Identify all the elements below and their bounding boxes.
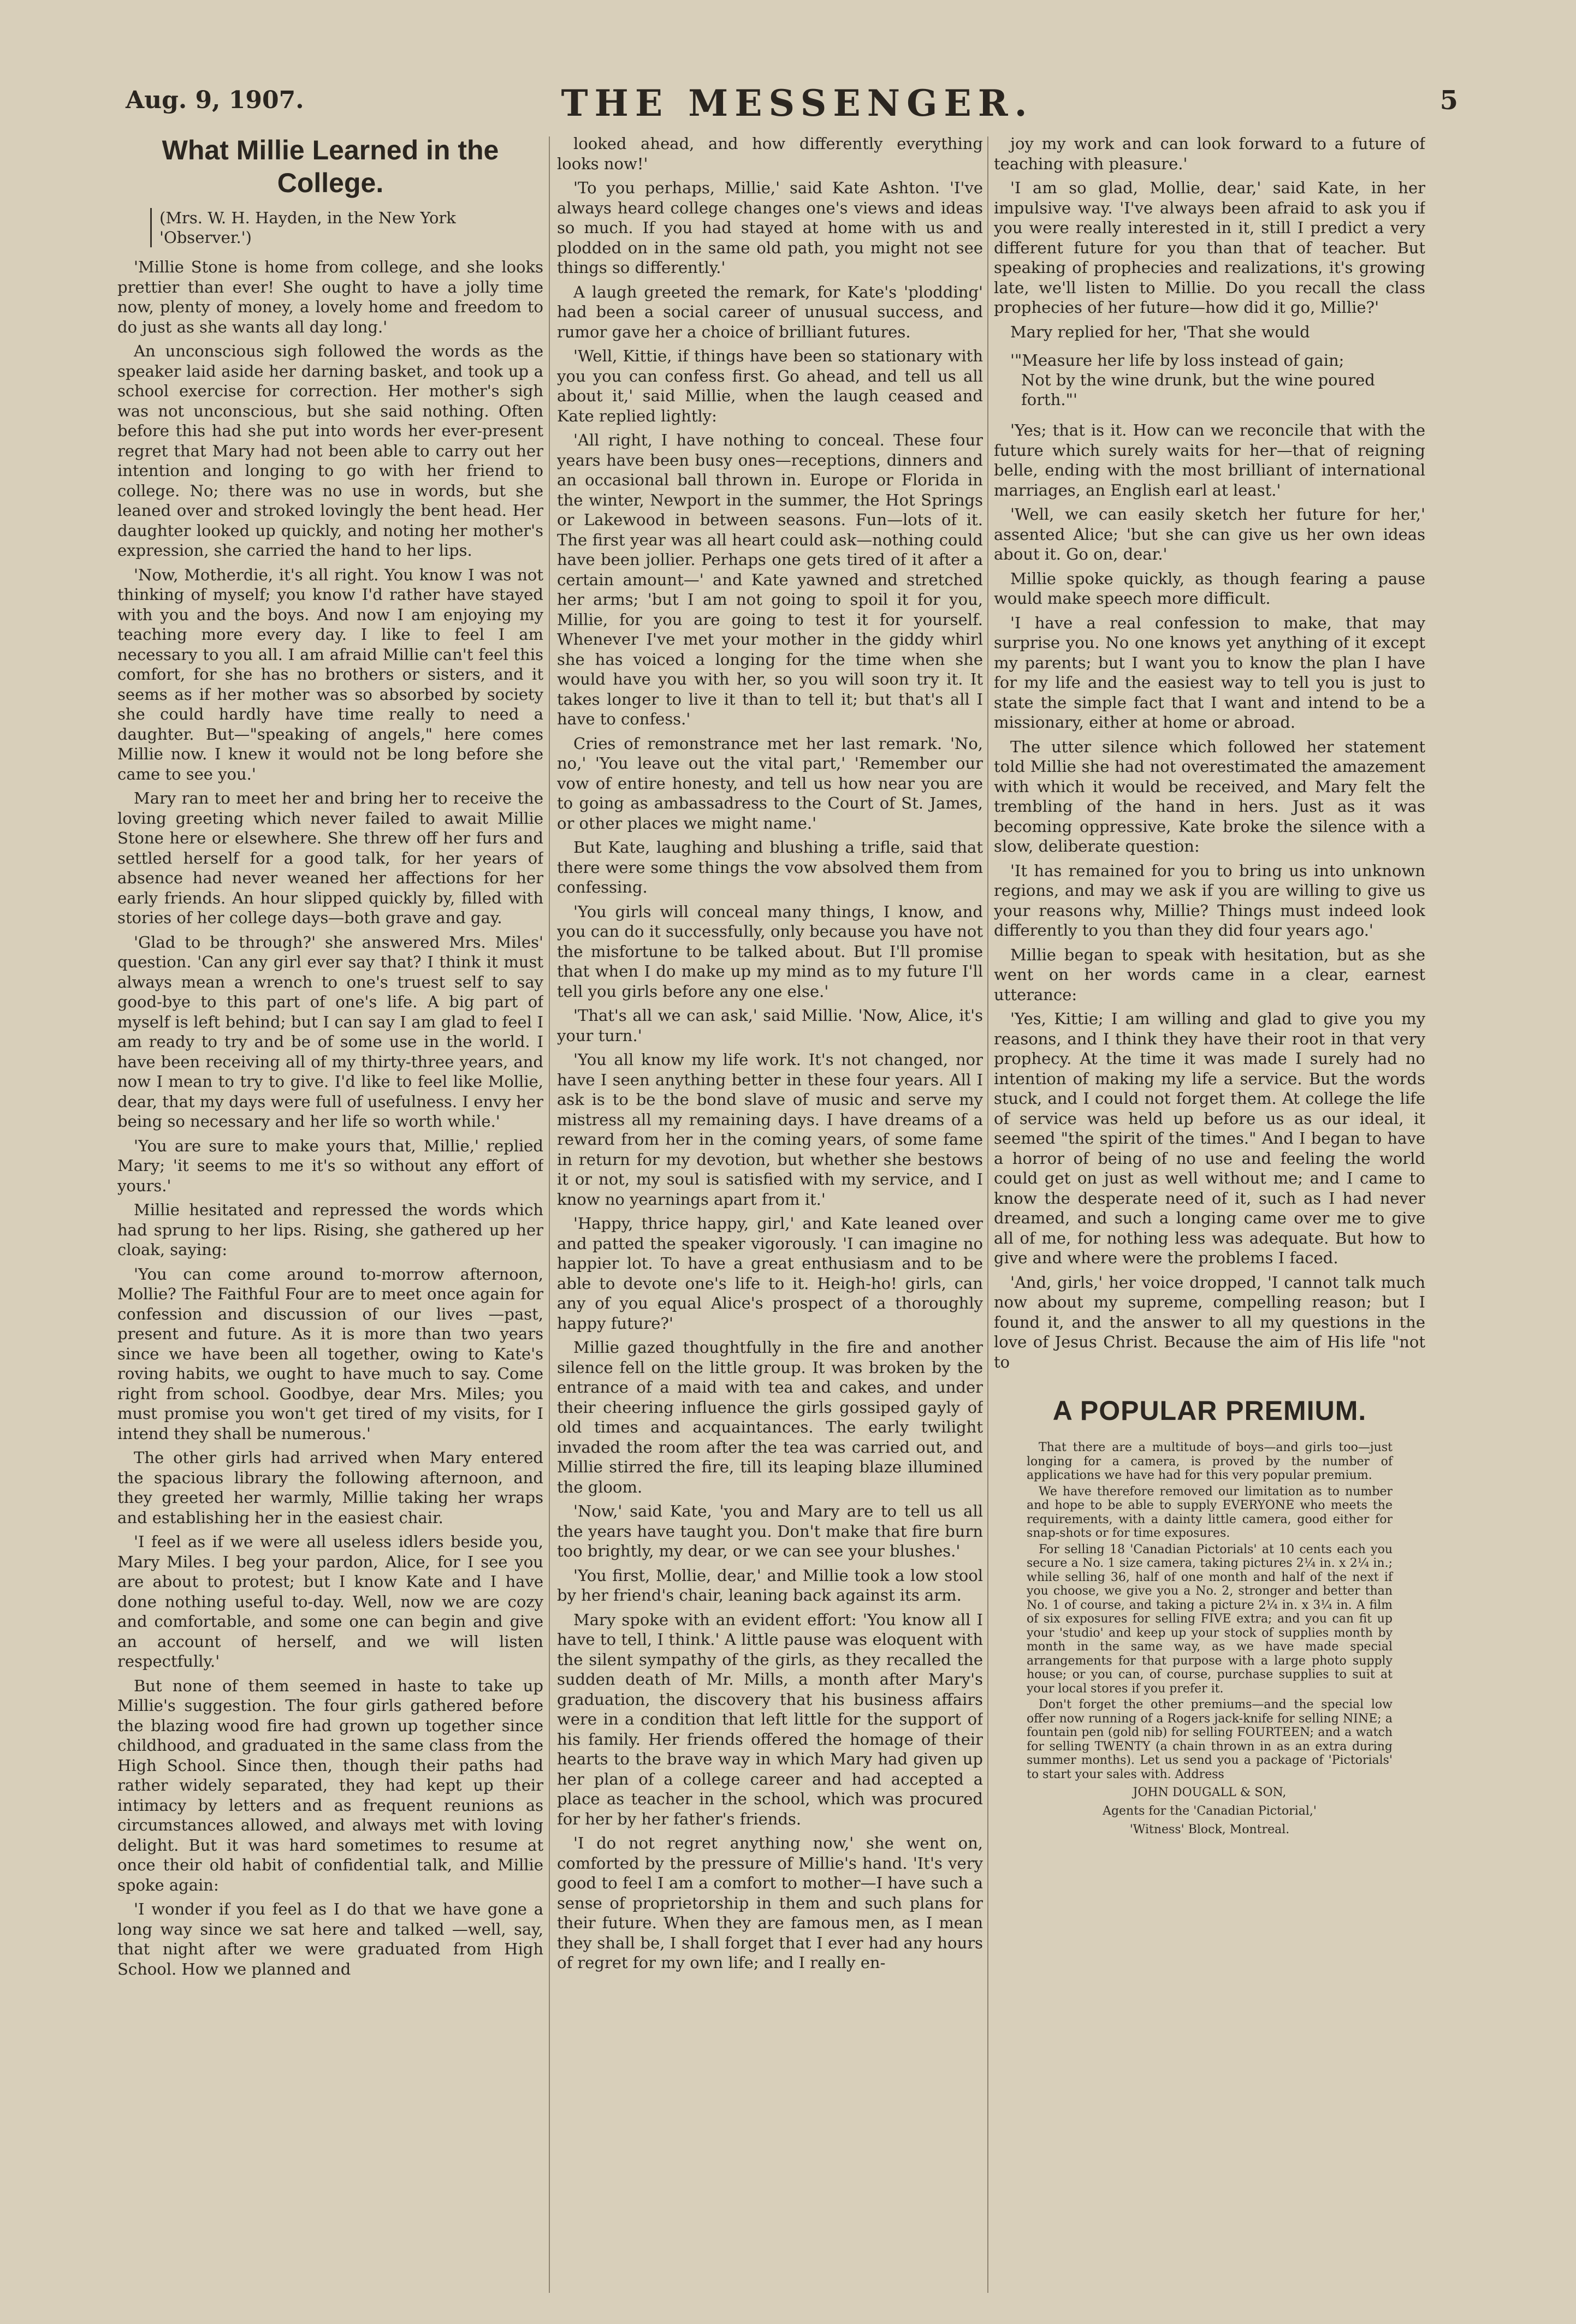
paragraph: 'Happy, thrice happy, girl,' and Kate leaned over and patted the speaker vigorously. 'I can imagine no happier lot. To have a great enthusiasm and to be able to devote one's life to it. Heigh-ho! girls, can any of you equal Alice's prospect of a thoroughly happy future?' [557,1214,983,1333]
paragraph: The utter silence which followed her statement told Millie she had not overestimated the amazement with which it would be received, and Mary felt the trembling of the hand in hers. Just as it was becoming oppressive, Kate broke the silence with a slow, deliberate question: [994,737,1425,855]
advertiser-address: 'Witness' Block, Montreal. [1129,1823,1290,1836]
page-number: 5 [1439,85,1458,116]
paragraph: looked ahead, and how differently everything looks now!' [557,134,983,173]
article-title: What Millie Learned in the College. [162,135,499,198]
paragraph: A laugh greeted the remark, for Kate's 'plodding' had been a social career of unusual success, and rumor gave her a choice of brilliant futures. [557,282,983,341]
paragraph: 'To you perhaps, Millie,' said Kate Ashton. 'I've always heard college changes one's views and ideas so much. If you had stayed at home with us and plodded on in the same old path, you might not see things so differently.' [557,179,983,277]
paragraph: 'Well, Kittie, if things have been so stationary with you you can confess first. Go ahead, and tell us all about it,' said Millie, when the laugh ceased and Kate replied lightly: [557,347,983,425]
paragraph: 'It has remained for you to bring us into unknown regions, and may we ask if you are willing to give us your reasons why, Millie? Things must indeed look differently to you than they did four years ago.' [994,861,1425,940]
page-header [126,82,1469,126]
column-rule [549,136,550,2293]
masthead-title: THE MESSENGER. [561,82,1034,124]
prophecy-verse [1010,350,1425,409]
paragraph: Mary spoke with an evident effort: 'You know all I have to tell, I think.' A little pause was eloquent with the silent sympathy of the girls, as they recalled the sudden death of Mr. Mills, a month after Mary's graduation, the discovery that his business affairs were in a condition that left little for the support of his family. Her friends offered the homage of their hearts to the brave way in which Mary had given up her plan of a college career and had accepted a place as teacher in the school, which was procured for her by her father's friends. [557,1610,983,1828]
paragraph: But Kate, laughing and blushing a trifle, said that there were some things the vow absolved them from confessing. [557,838,983,896]
paragraph: 'Millie Stone is home from college, and she looks prettier than ever! She ought to have a jolly time now, plenty of money, a lovely home and freedom to do just as she wants all day long.' [117,258,543,336]
paragraph: 'Yes; that is it. How can we reconcile that with the future which surely waits for her—that of reigning belle, ending with the most brilliant of international marriages, an English earl at least.' [994,421,1425,500]
paragraph: 'And, girls,' her voice dropped, 'I cannot talk much now about my supreme, compelling reason; but I found it, and the answer to all my questions in the love of Jesus Christ. Because the aim of His life "not to [994,1273,1425,1371]
column-3-text-continued [994,420,1425,1372]
premium-advertisement [994,1394,1425,1837]
paragraph: We have therefore removed our limitation as to number and hope to be able to supply EVERYONE who meets the requirements, with a dainty little camera, good either for snap-shots or for time exposures. [1027,1484,1393,1540]
paragraph: Millie hesitated and repressed the words which had sprung to her lips. Rising, she gathered up her cloak, saying: [117,1200,543,1259]
paragraph: 'Glad to be through?' she answered Mrs. Miles' question. 'Can any girl ever say that? I think it must always mean a wrench to one's truest self to say good-bye to this part of one's life. A big part of myself is left behind; but I can say I am glad to feel I am ready to try and be of some use in the world. I have been receiving all of my thirty-three years, and now I mean to try to give. I'd like to feel like Mollie, dear, that my days were full of usefulness. I envy her being so necessary and her life so worth while.' [117,932,543,1131]
paragraph: 'I do not regret anything now,' she went on, comforted by the pressure of Millie's hand. 'It's very good to feel I am a comfort to mother—I have such a sense of proprietorship in them and such plans for their future. When they are famous men, as I mean they shall be, I shall forget that I ever had any hours of regret for my own life; and I really en- [557,1834,983,1972]
paragraph: 'I wonder if you feel as I do that we have gone a long way since we sat here and talked —well, say, that night after we were graduated from High School. How we planned and [117,1900,543,1978]
paragraph: Mary replied for her, 'That she would [1010,322,1310,341]
premium-title: A POPULAR PREMIUM. [1052,1395,1367,1426]
column-2-text [557,134,983,1973]
paragraph: Millie began to speak with hesitation, but as she went on her words came in a clear, earnest utterance: [994,945,1425,1004]
paragraph: 'You can come around to-morrow afternoon, Mollie? The Faithful Four are to meet once again for confession and discussion of our lives —past, present and future. As it is more than two years since we have been all together, owing to Kate's roving habits, we ought to have much to say. Come right from school. Goodbye, dear Mrs. Miles; you must promise you won't get tired of my visits, for I intend they shall be numerous.' [117,1264,543,1443]
column-1-text [117,257,543,1979]
column-1 [117,134,543,2296]
paragraph: That there are a multitude of boys—and girls too—just longing for a camera, is proved by the number of applications we have had for this very popular premium. [1027,1441,1393,1482]
column-rule [987,136,988,2293]
verse-line: Not by the wine drunk, but the wine poured forth."' [1021,371,1375,409]
paragraph: 'You girls will conceal many things, I know, and you can do it successfully, only because you have not the misfortune to be talked about. But I'll promise that when I do make up my mind as to my future I'll tell you girls before any one else.' [557,902,983,1001]
paragraph: An unconscious sigh followed the words as the speaker laid aside her darning basket, and took up a school exercise for correction. Her mother's sigh was not unconscious, but she said nothing. Often before this had she put into words her ever-present regret that Mary had not been able to carry out her intention and longing to go with her friend to college. No; there was no use in words, but she leaned over and stroked lovingly the bent head. Her daughter looked up quickly, and noting her mother's expression, she carried the hand to her lips. [117,342,543,560]
paragraph: 'Now,' said Kate, 'you and Mary are to tell us all the years have taught you. Don't make that fire burn too brightly, my dear, or we can see your blushes.' [557,1502,983,1560]
verse-line: '"Measure her life by loss instead of gain; [1010,351,1344,370]
paragraph: 'Yes, Kittie; I am willing and glad to give you my reasons, and I think they have their root in that very prophecy. At the time it was made I surely had no intention of making my life a service. But the words stuck, and I could not forget them. At college the life of service was held up before us as our ideal, it seemed "the spirit of the times." And I began to have a horror of being of no use and feeling the world could get on just as well without me; and I came to know the desperate need of it, such as I had never dreamed, and such a longing came over me to give all of me, for nothing less was adequate. But how to give and where were the problems I faced. [994,1009,1425,1267]
paragraph: Millie gazed thoughtfully in the fire and another silence fell on the little group. It was broken by the entrance of a maid with tea and cakes, and under their cheering influence the girls gossiped gayly of old times and acquaintances. The early twilight invaded the room after the tea was carried out, and Millie stirred the fire, till its leaping blaze illumined the gloom. [557,1338,983,1496]
paragraph: Mary ran to meet her and bring her to receive the loving greeting which never failed to await Millie Stone here or elsewhere. She threw off her furs and settled herself for a good talk, for her years of absence had never weaned her affections for her early friends. An hour slipped quickly by, filled with stories of her college days—both grave and gay. [117,789,543,927]
column-3-text [994,134,1425,342]
column-2 [557,134,983,2296]
paragraph: joy my work and can look forward to a future of teaching with pleasure.' [994,134,1425,173]
paragraph: 'I am so glad, Mollie, dear,' said Kate, in her impulsive way. 'I've always been afraid to ask you if you were really interested in it, still I predict a very different future for you than that of teacher. But speaking of prophecies and realizations, it's growing late, we'll listen to Millie. Do you recall the class prophecies of her future—how did it go, Millie?' [994,179,1425,317]
issue-date: Aug. 9, 1907. [126,86,304,114]
paragraph: 'I feel as if we were all useless idlers beside you, Mary Miles. I beg your pardon, Alice, for I see you are about to protest; but I know Kate and I have done nothing useful to-day. Well, now we are cozy and comfortable, and some one can begin and give an account of herself, and we will listen respectfully.' [117,1532,543,1671]
article-byline: (Mrs. W. H. Hayden, in the New York 'Observer.') [150,208,543,247]
advertiser-name: JOHN DOUGALL & SON, [1133,1786,1287,1799]
paragraph: But none of them seemed in haste to take up Millie's suggestion. The four girls gathered before the blazing wood fire had grown up together since childhood, and graduated in the same class from the High School. Since then, though their paths had rather widely separated, they had kept up their intimacy by letters and as frequent reunions as circumstances allowed, and always met with loving delight. But it was hard sometimes to resume at once their old habit of confidential talk, and Millie spoke again: [117,1676,543,1894]
paragraph: 'All right, I have nothing to conceal. These four years have been busy ones—receptions, dinners and an occasional ball thrown in. Europe or Florida in the winter, Newport in the summer, the Hot Springs or Lakewood in between seasons. Fun—lots of it. The first year was all heart could ask—nothing could have been jollier. Perhaps one gets tired of it after a certain amount—' and Kate yawned and stretched her arms; 'but I am not going to spoil it for you, Millie, for you are going to test it for yourself. Whenever I've met your mother in the giddy whirl she has voiced a longing for the time when she would have you with her, so you will soon try it. It takes longer to live it than to tell it; but that's all I have to confess.' [557,431,983,728]
paragraph: 'That's all we can ask,' said Millie. 'Now, Alice, it's your turn.' [557,1006,983,1045]
paragraph: For selling 18 'Canadian Pictorials' at 10 cents each you secure a No. 1 size camera, taking pictures 2¼ in. x 2¼ in.; while selling 36, half of one month and half of the next if you choose, we give you a No. 2, stronger and better than No. 1 of course, and taking a picture 2¼ in. x 3¼ in. A film of six exposures for selling FIVE extra; and you can fit up your 'studio' and keep up your stock of supplies month by month in the same way, as we have made special arrangements for that purpose with a large photo supply house; or you can, of course, purchase supplies to suit at your local stores if you prefer it. [1027,1542,1393,1696]
paragraph: 'I have a real confession to make, that may surprise you. No one knows yet anything of it except my parents; but I want you to know the plan I have for my life and the easiest way to tell you is just to state the simple fact that I want and intend to be a missionary, either at home or abroad. [994,613,1425,732]
paragraph: 'You are sure to make yours that, Millie,' replied Mary; 'it seems to me it's so without any effort of yours.' [117,1136,543,1195]
premium-text [994,1441,1425,1781]
paragraph: Millie spoke quickly, as though fearing a pause would make speech more difficult. [994,569,1425,608]
paragraph: 'Well, we can easily sketch her future for her,' assented Alice; 'but she can give us her own ideas about it. Go on, dear.' [994,505,1425,563]
column-3 [994,134,1425,2296]
paragraph: Don't forget the other premiums—and the special low offer now running of a Rogers jack-knife for selling NINE; a fountain pen (gold nib) for selling FOURTEEN; and a watch for selling TWENTY (a chain thrown in as an extra during summer months). Let us send you a package of 'Pictorials' to start your sales with. Address [1027,1698,1393,1781]
paragraph: 'Now, Motherdie, it's all right. You know I was not thinking of myself; you know I'd rather have stayed with you and the boys. And now I am enjoying my teaching more every day. I like to feel I am necessary to you all. I am afraid Millie can't feel this comfort, for she has no brothers or sisters, and it seems as if her mother was so absorbed by society she could hardly have time really to need a daughter. But—"speaking of angels," here comes Millie now. I knew it would not be long before she came to see you.' [117,565,543,783]
paragraph: 'You all know my life work. It's not changed, nor have I seen anything better in these four years. All I ask is to be the bond slave of music and serve my mistress all my remaining days. I have dreams of a reward from her in the coming years, of some fame in return for my devotion, but whether she bestows it or not, my soul is satisfied with my service, and I know no yearnings apart from it.' [557,1050,983,1209]
advertiser-role: Agents for the 'Canadian Pictorial,' [1103,1804,1317,1818]
paragraph: The other girls had arrived when Mary entered the spacious library the following afternoon, and they greeted her warmly, Millie taking her wraps and establishing her in the easiest chair. [117,1448,543,1527]
paragraph: Cries of remonstrance met her last remark. 'No, no,' 'You leave out the vital part,' 'Remember our vow of entire honesty, and tell us how near you are to going as ambassadress to the Court of St. James, or other places we might name.' [557,734,983,833]
paragraph: 'You first, Mollie, dear,' and Millie took a low stool by her friend's chair, leaning back against its arm. [557,1566,983,1604]
